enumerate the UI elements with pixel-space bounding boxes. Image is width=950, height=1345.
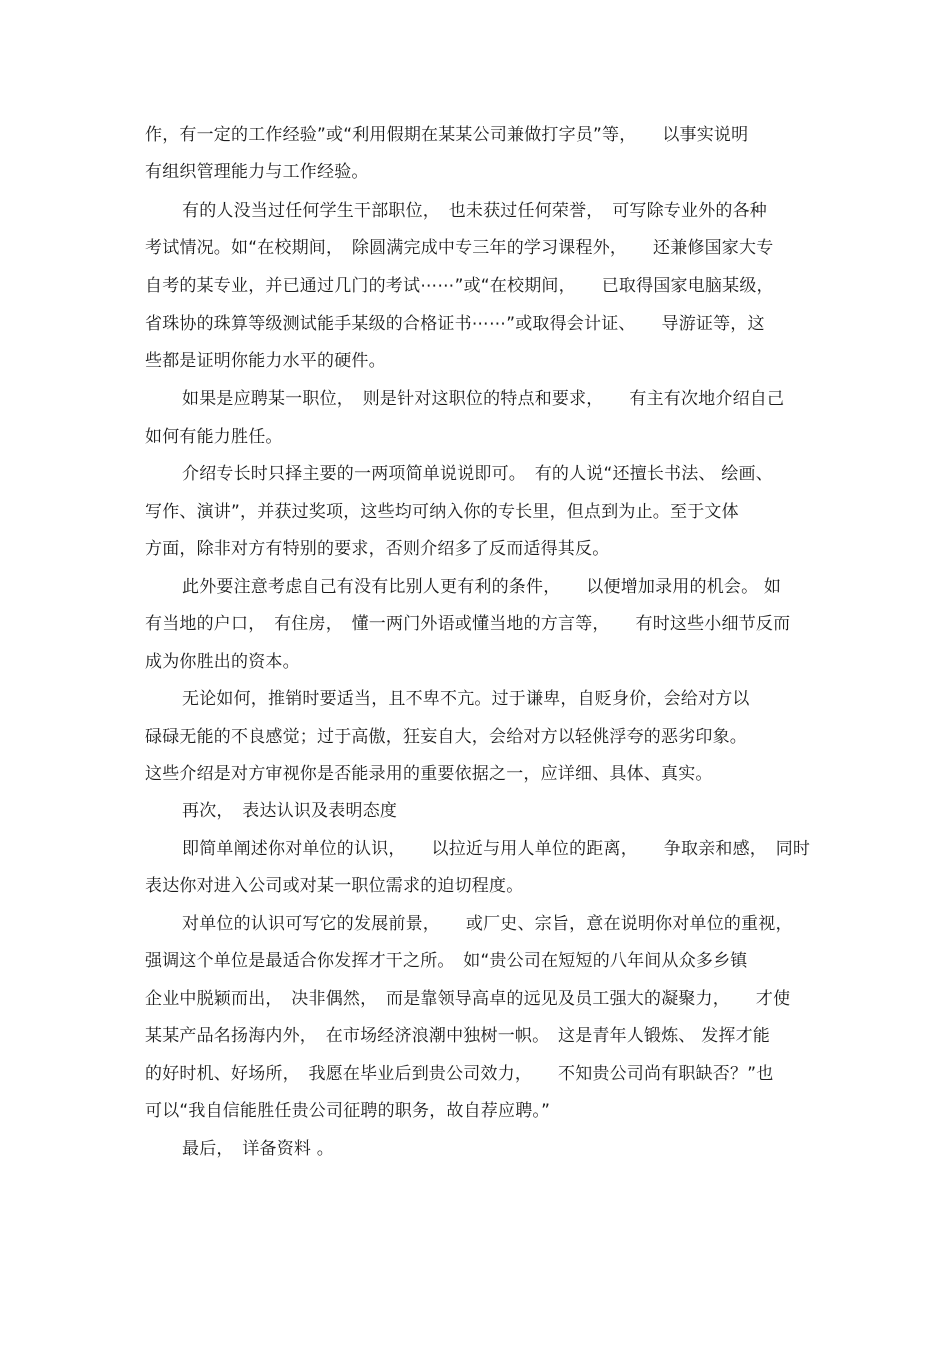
text-line: 可以“我自信能胜任贵公司征聘的职务，故自荐应聘。” bbox=[145, 1101, 551, 1121]
text-line: 此外要注意考虑自己有没有比别人更有利的条件， 以便增加录用的机会。 如 bbox=[182, 577, 782, 597]
text-line: 介绍专长时只择主要的一两项简单说说即可。 有的人说“还擅长书法、 绘画、 bbox=[182, 464, 773, 484]
text-line: 省珠协的珠算等级测试能手某级的合格证书⋯⋯”或取得会计证、 导游证等，这 bbox=[145, 314, 765, 334]
text-line: 有当地的户口， 有住房， 懂一两门外语或懂当地的方言等， 有时这些小细节反而 bbox=[145, 614, 791, 634]
text-line: 成为你胜出的资本。 bbox=[145, 652, 300, 672]
text-line: 些都是证明你能力水平的硬件。 bbox=[145, 351, 386, 371]
text-line: 写作、演讲”，并获过奖项，这些均可纳入你的专长里，但点到为止。至于文体 bbox=[145, 502, 739, 522]
section-heading: 最后， 详备资料 。 bbox=[182, 1139, 334, 1159]
section-heading: 再次， 表达认识及表明态度 bbox=[182, 801, 398, 821]
text-line: 这些介绍是对方审视你是否能录用的重要依据之一，应详细、具体、真实。 bbox=[145, 764, 713, 784]
text-line: 的好时机、好场所， 我愿在毕业后到贵公司效力， 不知贵公司尚有职缺否？”也 bbox=[145, 1064, 774, 1084]
text-line: 自考的某专业，并已通过几门的考试⋯⋯”或“在校期间， 已取得国家电脑某级， bbox=[145, 276, 774, 296]
text-line: 如何有能力胜任。 bbox=[145, 427, 283, 447]
text-line: 作，有一定的工作经验”或“利用假期在某某公司兼做打字员”等， 以事实说明 bbox=[145, 125, 749, 145]
text-line: 有的人没当过任何学生干部职位， 也未获过任何荣誉， 可写除专业外的各种 bbox=[182, 201, 767, 221]
text-line: 某某产品名扬海内外， 在市场经济浪潮中独树一帜。 这是青年人锻炼、 发挥才能 bbox=[145, 1026, 771, 1046]
text-line: 如果是应聘某一职位， 则是针对这职位的特点和要求， 有主有次地介绍自己 bbox=[182, 389, 785, 409]
text-line: 考试情况。如“在校期间， 除圆满完成中专三年的学习课程外， 还兼修国家大专 bbox=[145, 238, 774, 258]
text-line: 强调这个单位是最适合你发挥才干之所。 如“贵公司在短短的八年间从众多乡镇 bbox=[145, 951, 748, 971]
text-line: 碌碌无能的不良感觉；过于高傲，狂妄自大，会给对方以轻佻浮夸的恶劣印象。 bbox=[145, 727, 747, 747]
text-line: 即简单阐述你对单位的认识， 以拉近与用人单位的距离， 争取亲和感， 同时 bbox=[182, 839, 811, 859]
text-line: 对单位的认识可写它的发展前景， 或厂史、宗旨，意在说明你对单位的重视， bbox=[182, 914, 793, 934]
text-line: 表达你对进入公司或对某一职位需求的迫切程度。 bbox=[145, 876, 524, 896]
text-line: 无论如何，推销时要适当，且不卑不亢。过于谦卑，自贬身价，会给对方以 bbox=[182, 689, 750, 709]
text-line: 方面，除非对方有特别的要求，否则介绍多了反而适得其反。 bbox=[145, 539, 610, 559]
text-line: 有组织管理能力与工作经验。 bbox=[145, 162, 369, 182]
text-line: 企业中脱颖而出， 决非偶然， 而是靠领导高卓的远见及员工强大的凝聚力， 才使 bbox=[145, 989, 791, 1009]
